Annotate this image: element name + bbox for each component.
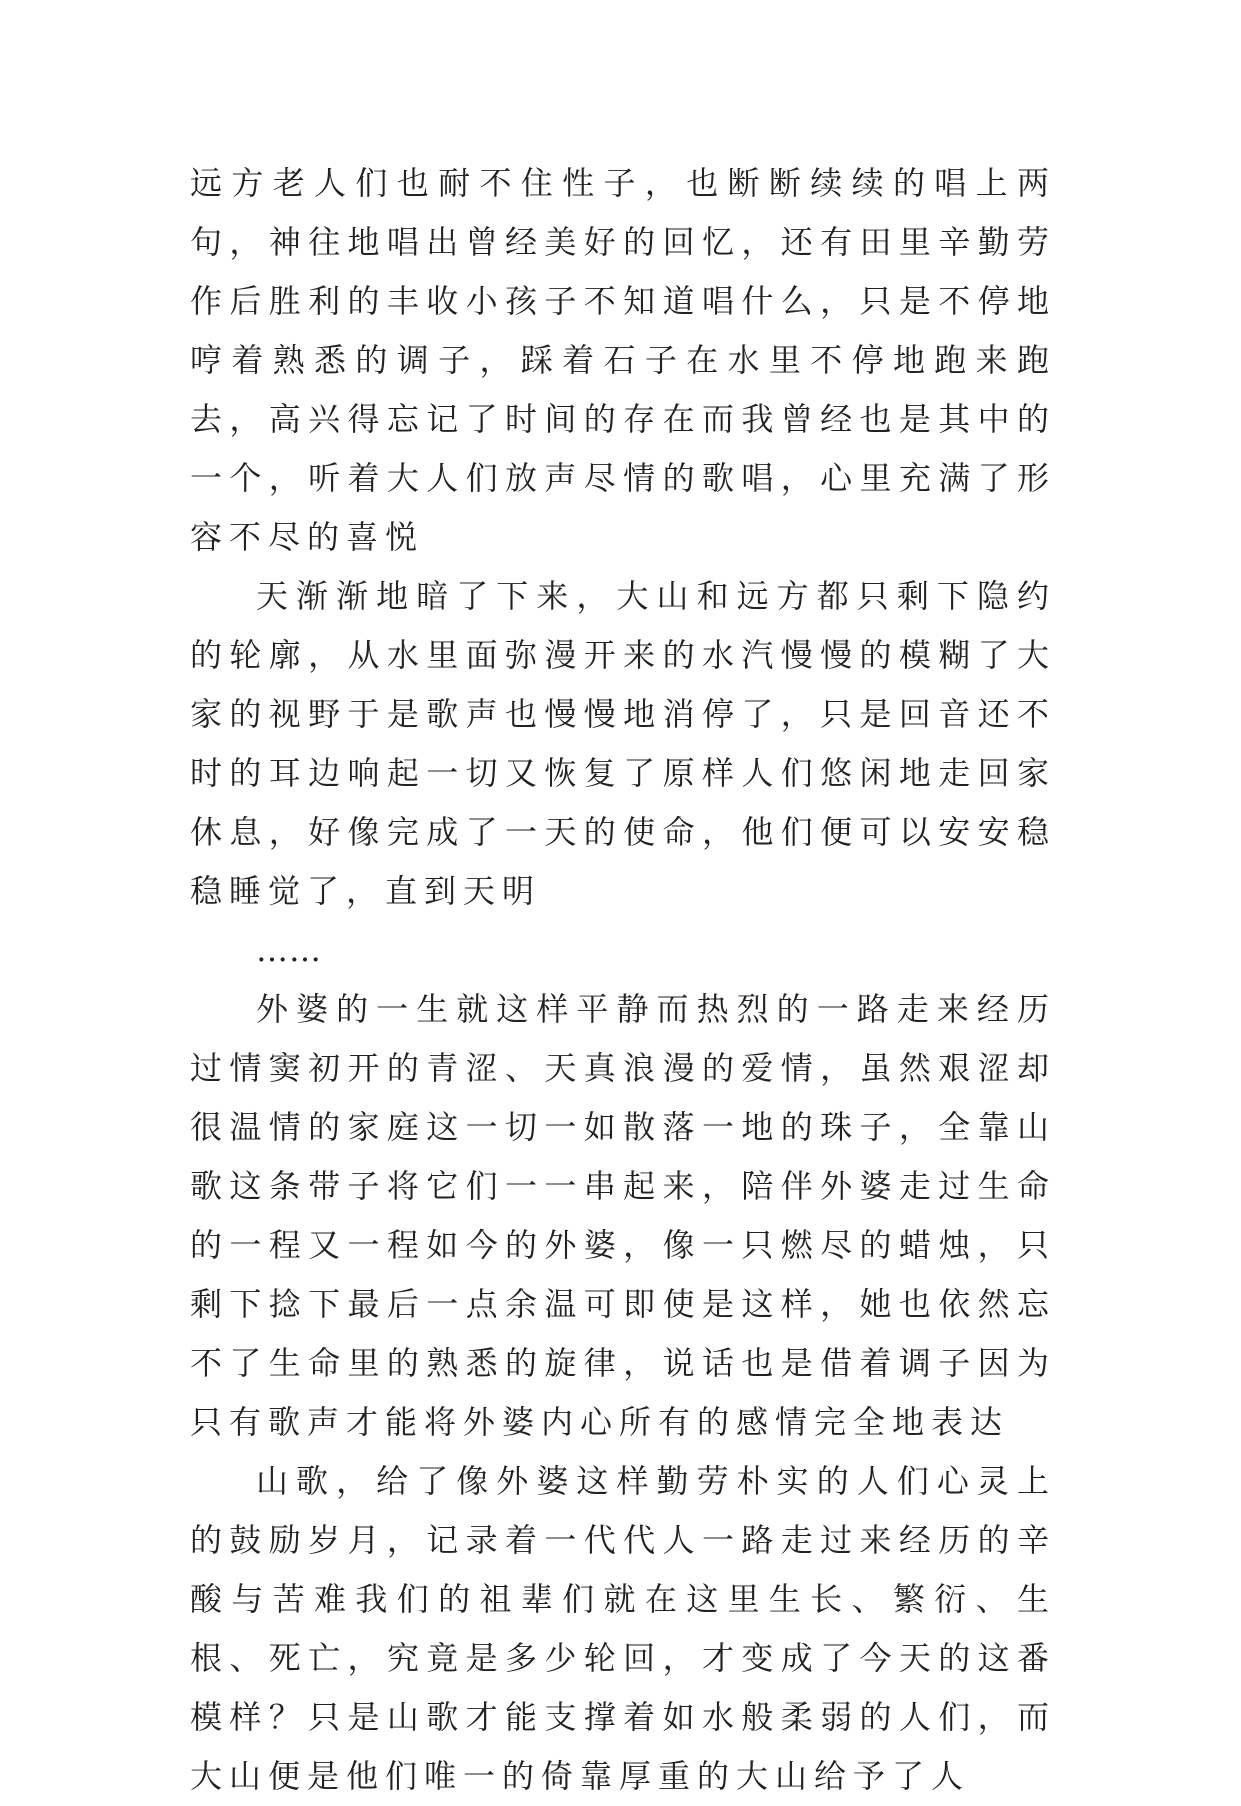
paragraph-1: 远方老人们也耐不住性子，也断断续续的唱上两句，神往地唱出曾经美好的回忆，还有田里辛勤劳作后胜利的丰收小孩子不知道唱什么，只是不停地哼着熟悉的调子，踩着石子在水里不停地跑来跑去，高兴得忘记了时间的存在而我曾经也是其中的一个，听着大人们放声尽情的歌唱，心里充满了形容不尽的喜悦 bbox=[190, 164, 1056, 556]
paragraph-3: 外婆的一生就这样平静而热烈的一路走来经历过情窦初开的青涩、天真浪漫的爱情，虽然艰涩却很温情的家庭这一切一如散落一地的珠子，全靠山歌这条带子将它们一一串起来，陪伴外婆走过生命的一程又一程如今的外婆，像一只燃尽的蜡烛，只剩下捻下最后一点余温可即使是这样，她也依然忘不了生命里的熟悉的旋律，说话也是借着调子因为只有歌声才能将外婆内心所有的感情完全地表达 bbox=[190, 990, 1056, 1441]
paragraph-4: 山歌，给了像外婆这样勤劳朴实的人们心灵上的鼓励岁月，记录着一代代人一路走过来经历的辛酸与苦难我们的祖辈们就在这里生长、繁衍、生根、死亡，究竟是多少轮回，才变成了今天的这番模样？只是山歌才能支撑着如水般柔弱的人们，而大山便是他们唯一的倚靠厚重的大山给予了人 bbox=[190, 1462, 1056, 1795]
paragraph-2: 天渐渐地暗了下来，大山和远方都只剩下隐约的轮廓，从水里面弥漫开来的水汽慢慢的模糊了大家的视野于是歌声也慢慢地消停了，只是回音还不时的耳边响起一切又恢复了原样人们悠闲地走回家休息，好像完成了一天的使命，他们便可以安安稳稳睡觉了，直到天明 bbox=[190, 577, 1056, 910]
ellipsis-paragraph: …… bbox=[256, 931, 322, 969]
body-text bbox=[190, 154, 1056, 1806]
